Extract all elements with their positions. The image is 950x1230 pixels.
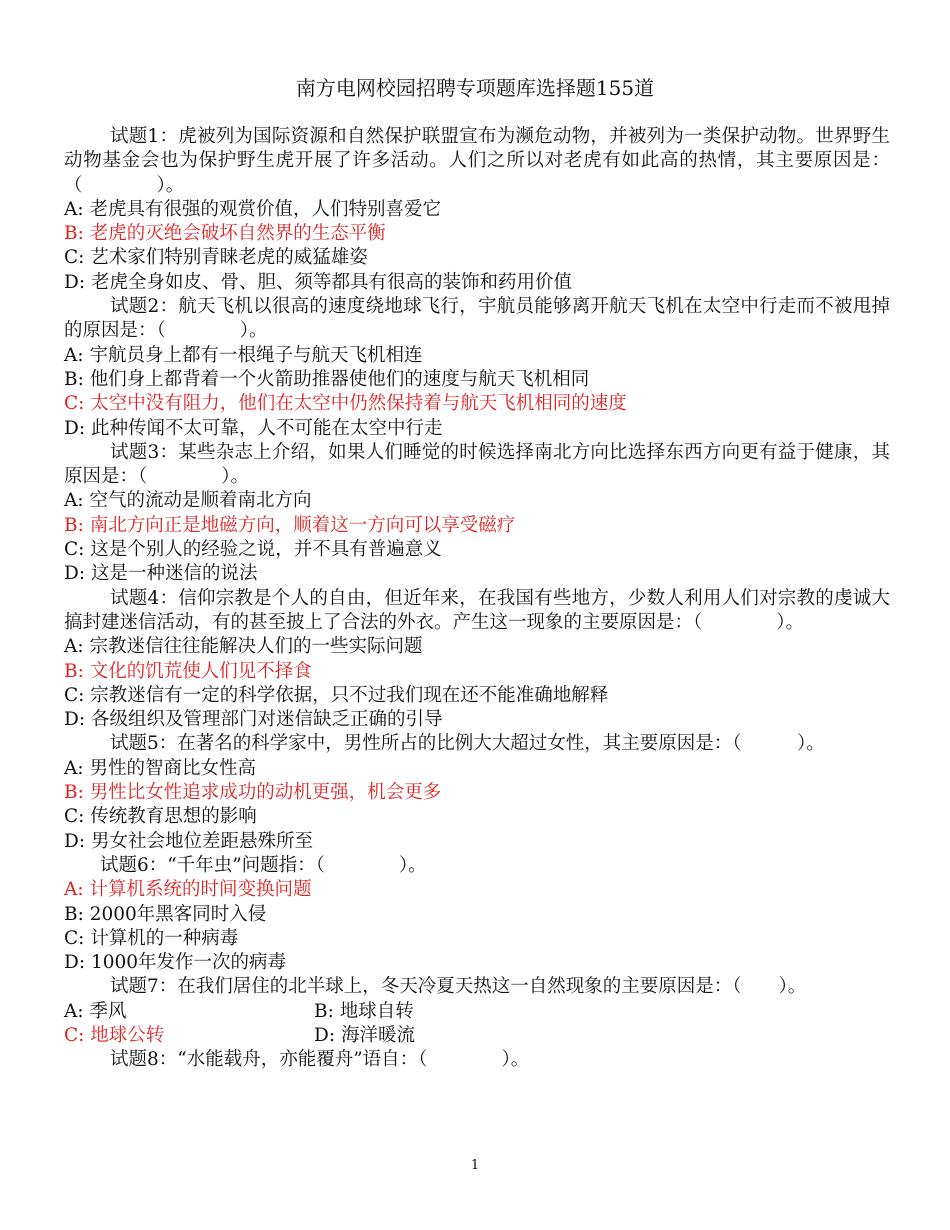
question-2-option-a: A: 宇航员身上都有一根绳子与航天飞机相连 bbox=[64, 344, 423, 366]
question-3-option-d: D: 这是一种迷信的说法 bbox=[64, 563, 258, 585]
page-title: 南方电网校园招聘专项题库选择题155道 bbox=[295, 76, 655, 100]
page-number: 1 bbox=[470, 1158, 480, 1173]
question-7-stem: 试题7：在我们居住的北半球上，冬天冷夏天热这一自然现象的主要原因是：（ ）。 bbox=[110, 976, 807, 998]
question-6-option-b: B: 2000年黑客同时入侵 bbox=[64, 903, 267, 925]
question-4-option-a: A: 宗教迷信往往能解决人们的一些实际问题 bbox=[64, 636, 423, 658]
question-1-option-d: D: 老虎全身如皮、骨、胆、须等都具有很高的装饰和药用价值 bbox=[64, 271, 572, 293]
question-6-option-d: D: 1000年发作一次的病毒 bbox=[64, 952, 287, 974]
question-4-stem: 试题4：信仰宗教是个人的自由，但近年来，在我国有些地方，少数人利用人们对宗教的虔诚大搞封建迷信活动，有的甚至披上了合法的外衣。产生这一现象的主要原因是：（ ）。 bbox=[64, 587, 890, 633]
question-8-stem: 试题8：“水能载舟，亦能覆舟”语自：（ ）。 bbox=[110, 1049, 530, 1071]
question-4-option-b: B: 文化的饥荒使人们见不择食 bbox=[64, 660, 312, 682]
question-3-option-c: C: 这是个别人的经验之说，并不具有普遍意义 bbox=[64, 539, 442, 561]
question-1-stem: 试题1：虎被列为国际资源和自然保护联盟宣布为濒危动物，并被列为一类保护动物。世界野生动物基金会也为保护野生虎开展了许多活动。人们之所以对老虎有如此高的热情，其主要原因是：（ ）。 bbox=[64, 126, 890, 196]
question-1-option-a: A: 老虎具有很强的观赏价值，人们特别喜爱它 bbox=[64, 198, 441, 220]
question-4-option-c: C: 宗教迷信有一定的科学依据，只不过我们现在还不能准确地解释 bbox=[64, 684, 609, 706]
question-7-option-d: D: 海洋暖流 bbox=[314, 1024, 415, 1046]
question-2-stem: 试题2：航天飞机以很高的速度绕地球飞行，宇航员能够离开航天飞机在太空中行走而不被甩掉的原因是：（ ）。 bbox=[64, 296, 890, 342]
question-6-option-c: C: 计算机的一种病毒 bbox=[64, 927, 239, 949]
question-3-option-b: B: 南北方向正是地磁方向，顺着这一方向可以享受磁疗 bbox=[64, 514, 516, 536]
question-3-stem: 试题3：某些杂志上介绍，如果人们睡觉的时候选择南北方向比选择东西方向更有益于健康，其原因是：（ ）。 bbox=[64, 441, 890, 488]
question-7-option-c: C: 地球公转 bbox=[64, 1024, 165, 1046]
question-2-option-d: D: 此种传闻不太可靠，人不可能在太空中行走 bbox=[64, 417, 443, 439]
question-6-option-a: A: 计算机系统的时间变换问题 bbox=[64, 879, 312, 901]
question-5-option-a: A: 男性的智商比女性高 bbox=[64, 757, 256, 779]
question-4-option-d: D: 各级组织及管理部门对迷信缺乏正确的引导 bbox=[64, 709, 443, 731]
question-7-options-row-2 bbox=[64, 1024, 890, 1048]
question-7-options-row-1 bbox=[64, 1000, 890, 1024]
question-5-option-d: D: 男女社会地位差距悬殊所至 bbox=[64, 830, 313, 852]
question-5-option-b: B: 男性比女性追求成功的动机更强，机会更多 bbox=[64, 782, 442, 804]
question-3-option-a: A: 空气的流动是顺着南北方向 bbox=[64, 490, 312, 512]
question-7-option-a: A: 季风 bbox=[64, 1000, 127, 1022]
question-2-option-b: B: 他们身上都背着一个火箭助推器使他们的速度与航天飞机相同 bbox=[64, 368, 590, 390]
question-1-option-c: C: 艺术家们特别青睐老虎的威猛雄姿 bbox=[64, 247, 368, 269]
question-6-stem: 试题6：“千年虫”问题指：（ ）。 bbox=[100, 854, 427, 876]
question-7-option-b: B: 地球自转 bbox=[314, 1000, 414, 1022]
question-1-option-b: B: 老虎的灭绝会破坏自然界的生态平衡 bbox=[64, 223, 386, 245]
question-2-option-c: C: 太空中没有阻力，他们在太空中仍然保持着与航天飞机相同的速度 bbox=[64, 393, 627, 415]
question-list bbox=[64, 125, 890, 1073]
question-5-stem: 试题5：在著名的科学家中，男性所占的比例大大超过女性，其主要原因是：（ ）。 bbox=[110, 733, 825, 755]
question-5-option-c: C: 传统教育思想的影响 bbox=[64, 806, 257, 828]
